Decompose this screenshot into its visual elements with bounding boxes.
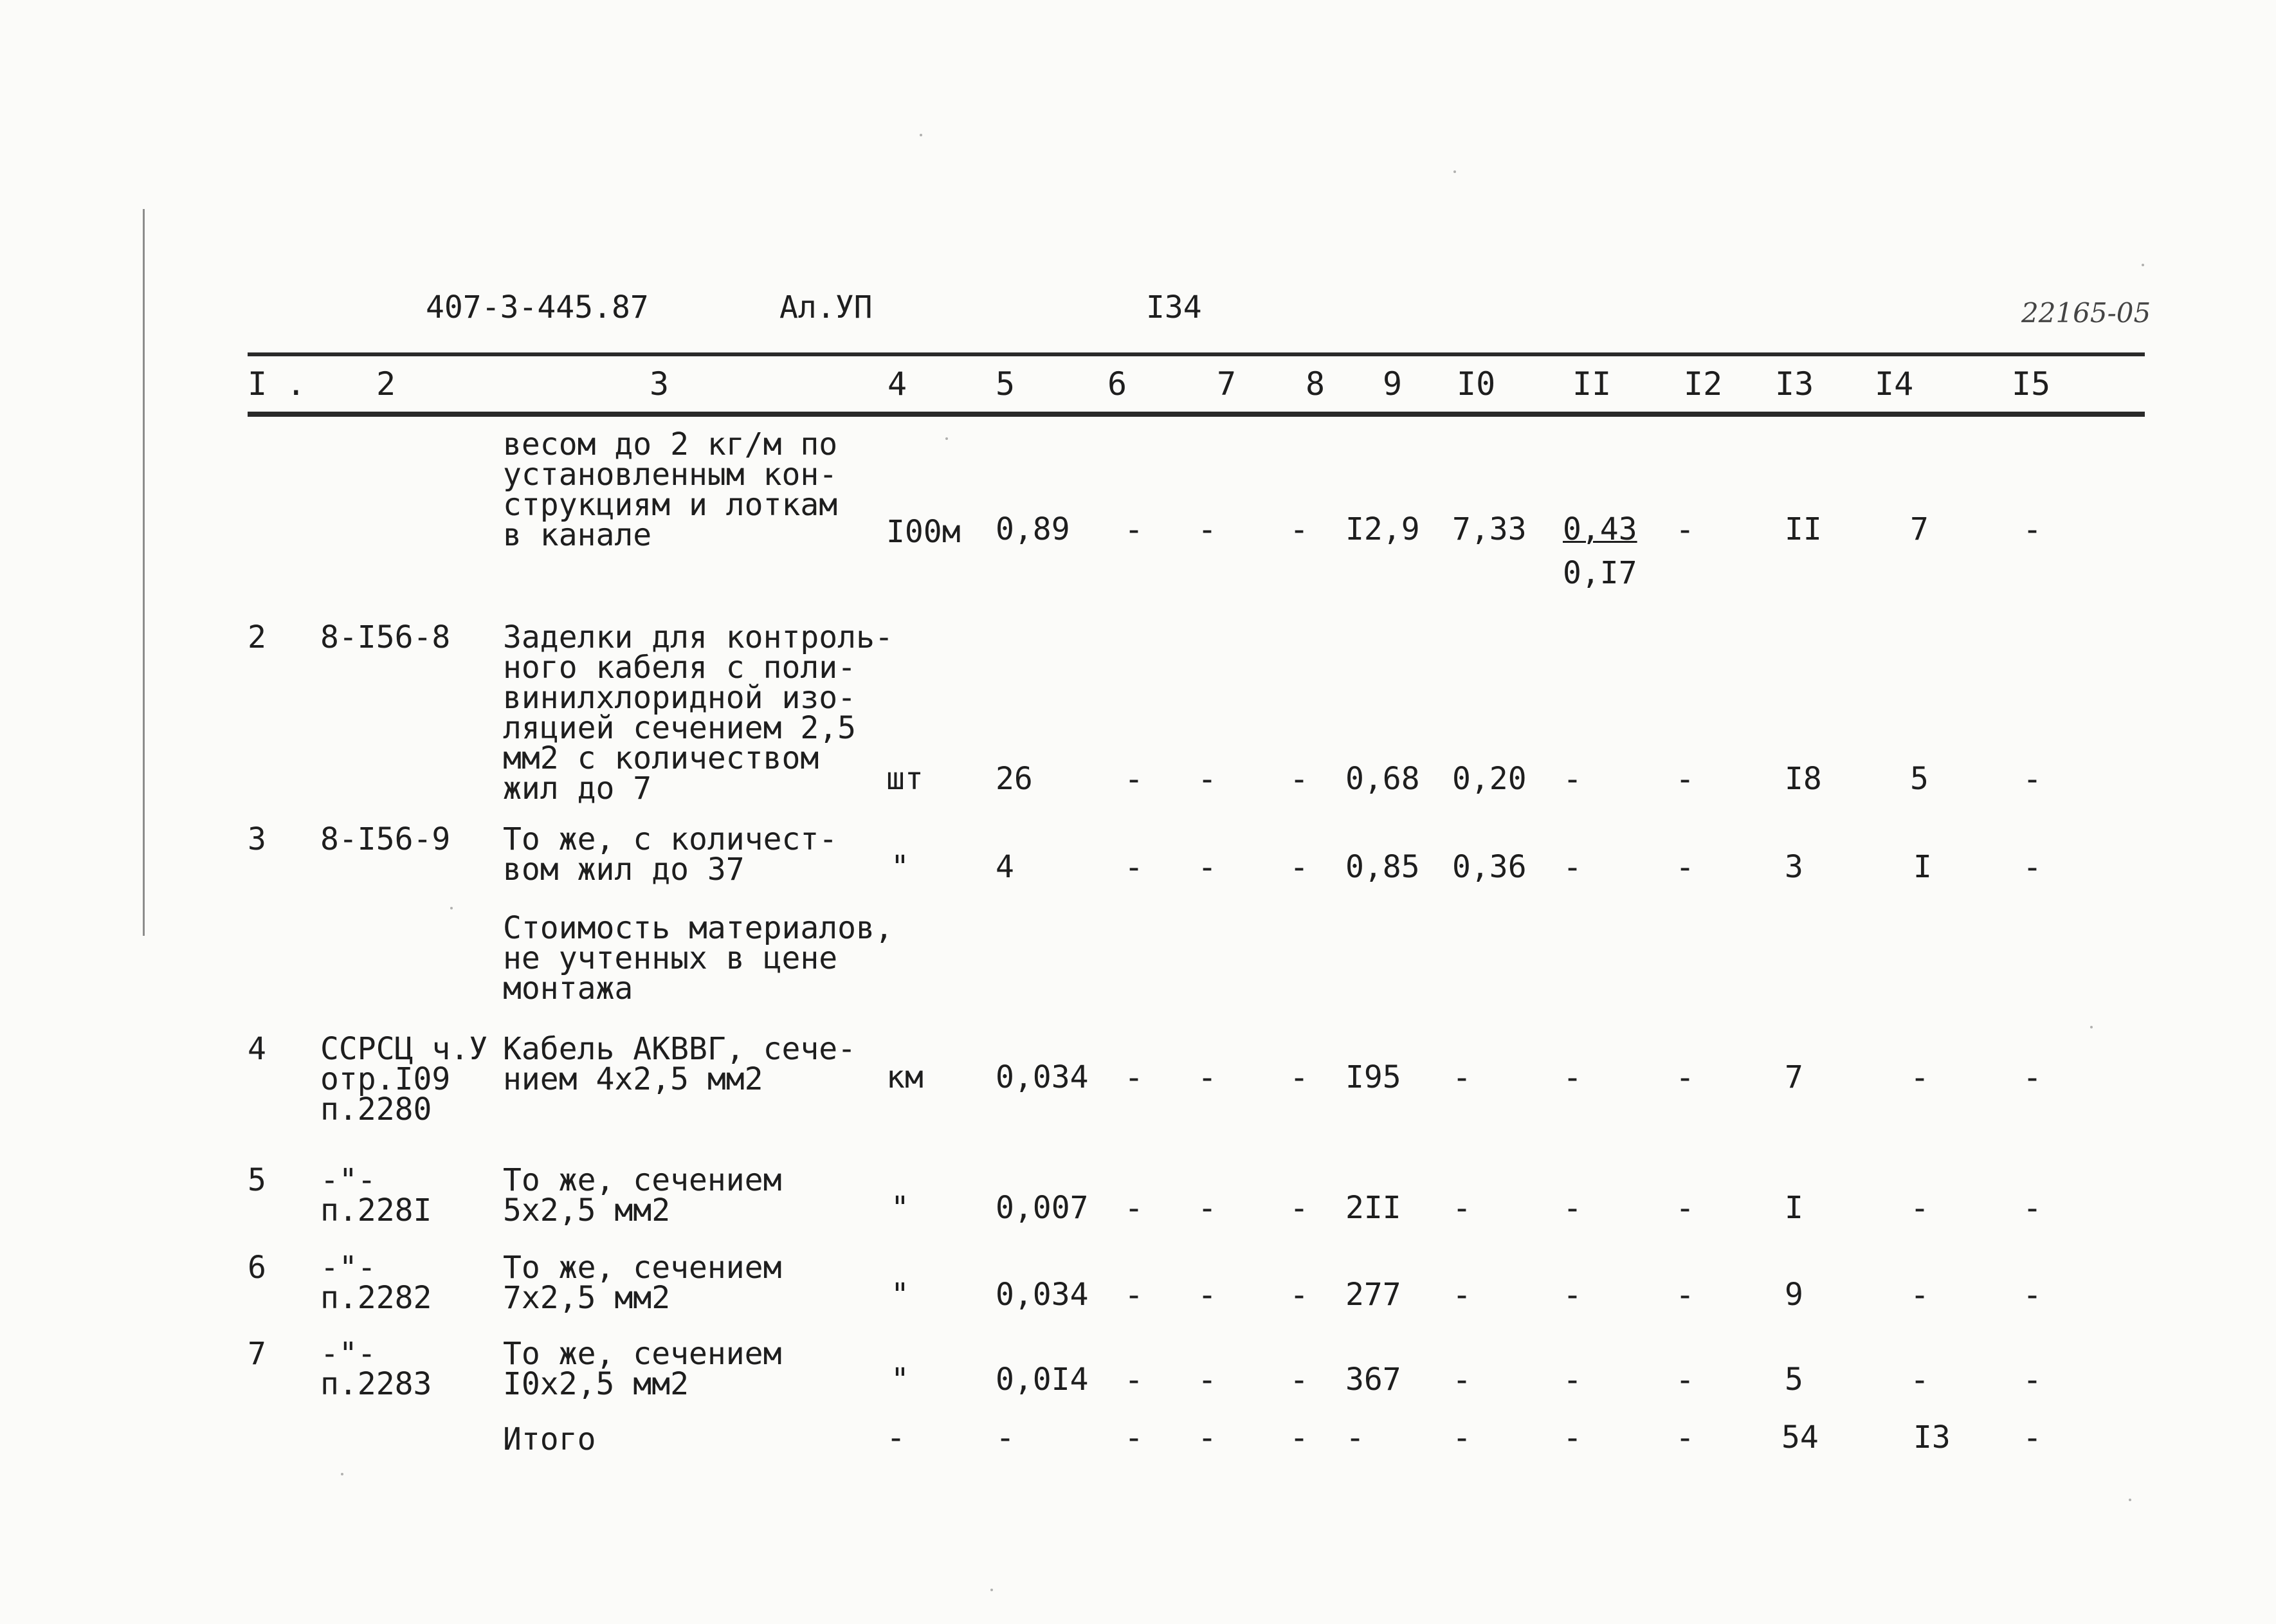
cell-col8: - xyxy=(1289,511,1309,548)
cell-col11: 0,43 xyxy=(1563,511,1637,547)
cell-col9: 2II xyxy=(1345,1190,1401,1226)
cell-col8: - xyxy=(1289,1059,1309,1096)
cell-col8: - xyxy=(1289,848,1309,886)
cell-col13: II xyxy=(1785,511,1822,547)
cell-col7: - xyxy=(1197,1419,1217,1456)
cell-col11: - xyxy=(1563,848,1583,886)
cell-col9: - xyxy=(1345,1419,1365,1456)
column-number-4: 4 xyxy=(888,365,907,403)
cell-col15: - xyxy=(2023,1361,2043,1398)
cell-quantity: 0,007 xyxy=(996,1190,1089,1226)
cell-col11-secondary: 0,I7 xyxy=(1563,555,1637,591)
cell-col8: - xyxy=(1289,1189,1309,1227)
cell-col14: I xyxy=(1913,849,1932,885)
cell-code: -"- п.228I xyxy=(320,1162,432,1228)
cell-col6: - xyxy=(1124,1361,1144,1398)
cell-code: -"- п.2283 xyxy=(320,1336,432,1402)
cell-row-number: 6 xyxy=(248,1250,266,1286)
cell-description: То же, сечением I0х2,5 мм2 xyxy=(503,1336,782,1402)
cell-unit: км xyxy=(886,1059,924,1095)
cell-col14: - xyxy=(1910,1276,1930,1313)
cell-col15: - xyxy=(2023,848,2043,886)
cell-col9: I95 xyxy=(1345,1059,1401,1095)
cell-code: ССРСЦ ч.У отр.I09 п.2280 xyxy=(320,1031,488,1127)
cell-col10: - xyxy=(1452,1276,1472,1313)
cell-col6: - xyxy=(1124,760,1144,798)
column-number-15: I5 xyxy=(2012,365,2051,403)
cell-col15: - xyxy=(2023,1419,2043,1456)
cell-quantity: 0,89 xyxy=(996,511,1070,547)
cell-col6: - xyxy=(1124,1419,1144,1456)
cell-quantity: 0,0I4 xyxy=(996,1362,1089,1398)
scan-speck xyxy=(450,907,453,909)
column-number-3: 3 xyxy=(650,365,669,403)
cell-quantity: 0,034 xyxy=(996,1059,1089,1095)
cell-col6: - xyxy=(1124,1059,1144,1096)
cell-col7: - xyxy=(1197,848,1217,886)
cell-col11: - xyxy=(1563,1276,1583,1313)
column-number-12: I2 xyxy=(1684,365,1723,403)
column-number-11: II xyxy=(1572,365,1612,403)
cell-code: 8-I56-9 xyxy=(320,821,451,857)
cell-quantity: - xyxy=(996,1419,1015,1456)
header-bottom-rule xyxy=(248,412,2145,417)
column-number-6: 6 xyxy=(1107,365,1127,403)
scan-speck xyxy=(2129,1499,2131,1501)
cell-code: -"- п.2282 xyxy=(320,1250,432,1316)
cell-col13: I8 xyxy=(1785,761,1822,797)
cell-col12: - xyxy=(1675,511,1695,548)
cell-row-number: 2 xyxy=(248,619,266,655)
cell-col11: - xyxy=(1563,1419,1583,1456)
cell-col13: 9 xyxy=(1785,1277,1803,1313)
column-number-5: 5 xyxy=(996,365,1015,403)
cell-unit: " xyxy=(891,1277,909,1313)
cell-col10: - xyxy=(1452,1419,1472,1456)
cell-unit: " xyxy=(891,849,909,885)
cell-col14: 5 xyxy=(1910,761,1929,797)
cell-col11: - xyxy=(1563,760,1583,798)
total-col14: I3 xyxy=(1913,1419,1951,1455)
scan-speck xyxy=(341,1473,343,1475)
binding-margin-line xyxy=(143,209,145,936)
cell-col7: - xyxy=(1197,1059,1217,1096)
cell-quantity: 0,034 xyxy=(996,1277,1089,1313)
cell-col10: - xyxy=(1452,1361,1472,1398)
section-heading: Стоимость материалов, не учтенных в цене монтажа xyxy=(503,910,893,1007)
total-col13: 54 xyxy=(1781,1419,1819,1455)
cell-col12: - xyxy=(1675,1419,1695,1456)
cell-code: 8-I56-8 xyxy=(320,619,451,655)
cell-col7: - xyxy=(1197,511,1217,548)
cell-col13: 5 xyxy=(1785,1362,1803,1398)
total-label: Итого xyxy=(503,1421,596,1457)
cell-col8: - xyxy=(1289,1276,1309,1313)
cell-col9: 277 xyxy=(1345,1277,1401,1313)
cell-col8: - xyxy=(1289,1361,1309,1398)
cell-col10: 0,20 xyxy=(1452,761,1527,797)
column-number-7: 7 xyxy=(1217,365,1237,403)
cell-quantity: 26 xyxy=(996,761,1033,797)
cell-col6: - xyxy=(1124,511,1144,548)
cell-col6: - xyxy=(1124,1189,1144,1227)
album-label: Ал.УП xyxy=(779,289,873,325)
cell-col13: 3 xyxy=(1785,849,1803,885)
cell-col12: - xyxy=(1675,848,1695,886)
cell-description: То же, сечением 5х2,5 мм2 xyxy=(503,1162,782,1228)
cell-col13: I xyxy=(1785,1190,1803,1226)
column-number-9: 9 xyxy=(1383,365,1403,403)
scan-speck xyxy=(2090,1026,2093,1028)
cell-col12: - xyxy=(1675,1189,1695,1227)
handwritten-inventory-number: 22165-05 xyxy=(2021,297,2151,329)
scan-speck xyxy=(990,1589,993,1591)
cell-col15: - xyxy=(2023,760,2043,798)
cell-description: Заделки для контроль- ного кабеля с поли- винилхлоридной изо- ляцией сечением 2,5 мм2 с количеством жил до 7 xyxy=(503,619,893,807)
cell-col12: - xyxy=(1675,1059,1695,1096)
cell-col10: 7,33 xyxy=(1452,511,1527,547)
cell-unit: " xyxy=(891,1362,909,1398)
column-number-10: I0 xyxy=(1457,365,1496,403)
scan-speck xyxy=(945,437,948,440)
cell-col10: - xyxy=(1452,1189,1472,1227)
cell-col7: - xyxy=(1197,1361,1217,1398)
scan-speck xyxy=(1453,170,1456,173)
cell-unit: шт xyxy=(886,761,924,797)
cell-col8: - xyxy=(1289,1419,1309,1456)
cell-row-number: 3 xyxy=(248,821,266,857)
cell-col15: - xyxy=(2023,1189,2043,1227)
cell-col11: - xyxy=(1563,1059,1583,1096)
cell-col11: - xyxy=(1563,1189,1583,1227)
cell-row-number: 5 xyxy=(248,1162,266,1198)
cell-col6: - xyxy=(1124,1276,1144,1313)
cell-col14: - xyxy=(1910,1361,1930,1398)
scan-speck xyxy=(920,134,922,136)
cell-description: То же, с количест- вом жил до 37 xyxy=(503,821,838,888)
cell-col7: - xyxy=(1197,1189,1217,1227)
column-number-8: 8 xyxy=(1306,365,1325,403)
cell-col8: - xyxy=(1289,760,1309,798)
cell-col15: - xyxy=(2023,511,2043,548)
cell-col15: - xyxy=(2023,1276,2043,1313)
cell-col11: - xyxy=(1563,1361,1583,1398)
cell-row-number: 4 xyxy=(248,1031,266,1067)
cell-unit: " xyxy=(891,1190,909,1226)
cell-col12: - xyxy=(1675,1276,1695,1313)
cell-col14: - xyxy=(1910,1059,1930,1096)
cell-col15: - xyxy=(2023,1059,2043,1096)
cell-col9: 0,85 xyxy=(1345,849,1420,885)
cell-quantity: 4 xyxy=(996,849,1014,885)
cell-description: весом до 2 кг/м по установленным кон- струкциям и лоткам в канале xyxy=(503,426,838,553)
cell-unit: - xyxy=(886,1419,906,1456)
cell-col9: I2,9 xyxy=(1345,511,1420,547)
column-number-1: I . xyxy=(248,365,306,403)
page-number: I34 xyxy=(1146,289,1202,325)
cell-col14: 7 xyxy=(1910,511,1929,547)
column-number-14: I4 xyxy=(1875,365,1914,403)
cell-col14: - xyxy=(1910,1189,1930,1227)
column-number-13: I3 xyxy=(1775,365,1814,403)
cell-col9: 367 xyxy=(1345,1362,1401,1398)
cell-description: Кабель АКВВГ, сече- нием 4х2,5 мм2 xyxy=(503,1031,857,1097)
cell-col7: - xyxy=(1197,1276,1217,1313)
cell-col6: - xyxy=(1124,848,1144,886)
cell-col10: - xyxy=(1452,1059,1472,1096)
cell-row-number: 7 xyxy=(248,1336,266,1372)
header-top-rule xyxy=(248,352,2145,356)
column-number-2: 2 xyxy=(376,365,396,403)
cell-unit: I00м xyxy=(886,514,961,550)
cell-col7: - xyxy=(1197,760,1217,798)
scan-speck xyxy=(2142,264,2144,266)
cell-col12: - xyxy=(1675,1361,1695,1398)
cell-col10: 0,36 xyxy=(1452,849,1527,885)
cell-col12: - xyxy=(1675,760,1695,798)
cell-col9: 0,68 xyxy=(1345,761,1420,797)
cell-description: То же, сечением 7х2,5 мм2 xyxy=(503,1250,782,1316)
document-code: 407-3-445.87 xyxy=(426,289,649,325)
cell-col13: 7 xyxy=(1785,1059,1803,1095)
